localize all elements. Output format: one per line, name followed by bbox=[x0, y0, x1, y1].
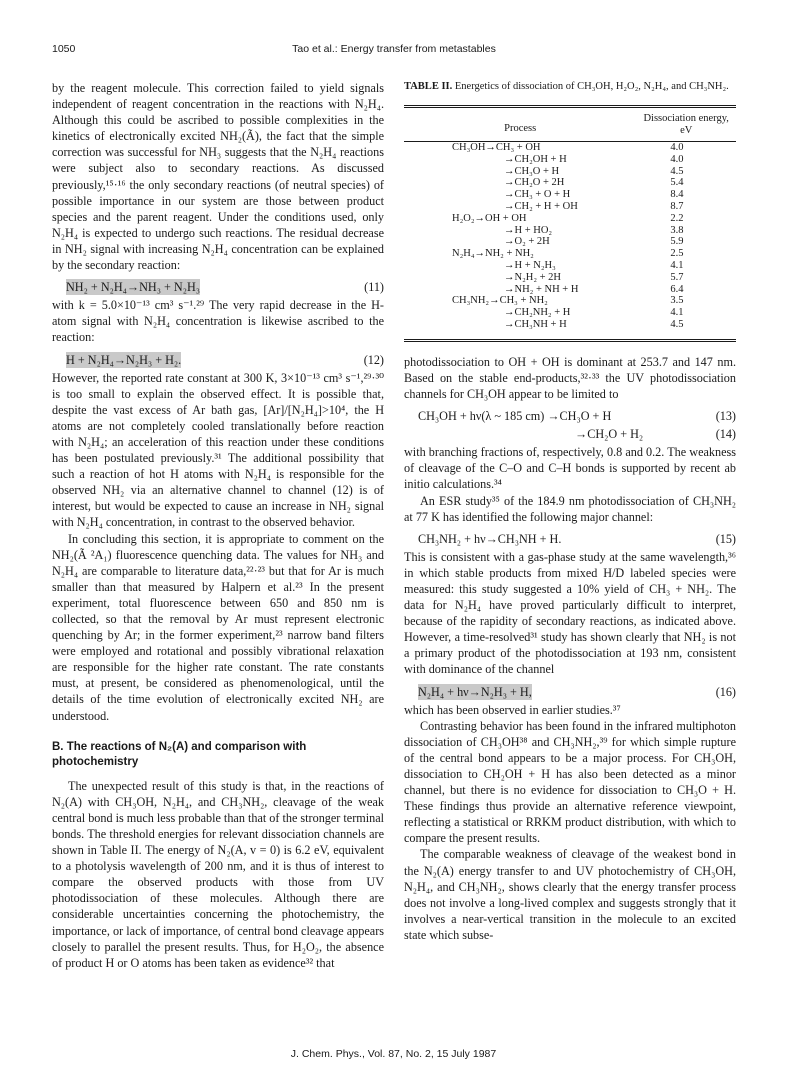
table-row bbox=[404, 201, 736, 213]
table-ii bbox=[404, 80, 736, 342]
process-cell: N₂H₄→NH₂ + NH₂ bbox=[452, 248, 534, 260]
equation-14 bbox=[418, 426, 736, 442]
table-row bbox=[404, 295, 736, 307]
paragraph: However, the reported rate constant at 300 K, 3×10⁻¹³ cm³ s⁻¹,²⁹·³⁰ is too small to explain the observed effect. It is possible that, despite the vast excess of Ar bath gas, [Ar]/[N₂H₄]>10⁴, the H atoms are not completely cooled translationally before reaction with N₂H₄; an acceleration of this reaction under these conditions has been postulated previously.³¹ The additional possibility that such a reaction of hot H atoms with N₂H₄ is responsible for the observed NH₂ via an alternative channel to channel (12) is of interest, but would be expected to cause an increase in NH₂ signal with N₂H₄ concentration, in contrast to the observed behavior. bbox=[52, 370, 384, 530]
energy-cell: 4.0 bbox=[670, 142, 684, 153]
table-body bbox=[404, 142, 736, 341]
table-row bbox=[404, 189, 736, 201]
equation-expression: NH₂ + N₂H₄→NH₃ + N₂H₃ bbox=[66, 280, 201, 295]
table-row bbox=[404, 177, 736, 189]
paragraph: with branching fractions of, respectively, 0.8 and 0.2. The weakness of cleavage of the C–O and C–H bonds is supported by recent ab initio calculations.³⁴ bbox=[404, 445, 736, 492]
process-cell: →NH₂ + NH + H bbox=[504, 283, 579, 295]
energy-cell: 4.1 bbox=[670, 259, 684, 271]
table-row bbox=[404, 248, 736, 260]
table-row bbox=[404, 319, 736, 340]
process-cell: →CH₂ + H + OH bbox=[504, 200, 578, 212]
paragraph: by the reagent molecule. This correction failed to yield signals independent of reagent concentration in the reactions with N₂H₄. Although this could be ascribed to possible complexities in the kinetics of electronically excited NH₂(Ã), the fact that the simple correction was successful for NH₃ suggests that the N₂H₄ reactions were subject also to secondary reactions. As discussed previously,¹⁵·¹⁶ the only secondary reactions (of neutral species) of possible importance in our system are those between product species and the parent reagent. Under the conditions used, only N₂H₄ is expected to undergo such reactions. The residual decrease in NH₂ signal with increasing N₂H₄ concentration can be explained by the secondary reaction: bbox=[52, 81, 384, 273]
equation-12 bbox=[66, 352, 384, 368]
table-row bbox=[404, 260, 736, 272]
dissociation-table bbox=[404, 105, 736, 342]
column-header-process: Process bbox=[504, 122, 537, 134]
table-row bbox=[404, 272, 736, 284]
energy-cell: 6.4 bbox=[670, 283, 684, 295]
process-cell: →H + N₂H₃ bbox=[504, 259, 556, 271]
section-heading: B. The reactions of N₂(A) and comparison with photochemistry bbox=[52, 740, 307, 768]
equation-expression: →CH₂O + H₂ bbox=[575, 427, 644, 442]
paragraph: with k = 5.0×10⁻¹³ cm³ s⁻¹.²⁹ The very rapid decrease in the H-atom signal with N₂H₄ concentration is likewise ascribed to the reaction: bbox=[52, 298, 384, 345]
table-row bbox=[404, 166, 736, 178]
table-row bbox=[404, 284, 736, 296]
process-cell: H₂O₂→OH + OH bbox=[452, 212, 527, 224]
table-row bbox=[404, 213, 736, 225]
process-cell: →CH₂OH + H bbox=[504, 153, 567, 165]
paragraph: An ESR study³⁵ of the 184.9 nm photodissociation of CH₃NH₂ at 77 K has identified the following major channel: bbox=[404, 493, 736, 524]
process-cell: →N₂H₂ + 2H bbox=[504, 271, 561, 283]
process-cell: →O₂ + 2H bbox=[504, 236, 550, 248]
energy-cell: 5.4 bbox=[670, 177, 684, 189]
page-footer: J. Chem. Phys., Vol. 87, No. 2, 15 July 1987 bbox=[290, 1048, 497, 1060]
paragraph: which has been observed in earlier studies.³⁷ bbox=[404, 702, 621, 717]
paragraph: In concluding this section, it is appropriate to comment on the NH₂(Ã ²A₁) fluorescence quenching data. The values for NH₃ and N₂H₄ are comparable to literature data,²²·²³ but that for Ar is much smaller than that measured by Halpern et al.²³ In the present experiment, total fluorescence between 650 and 850 nm is collected, so that the removal by Ar must represent electronic quenching by Ar; in the former experiment,²³ narrow band filters were employed and rotational and possibly vibrational relaxation are responsible for the higher rate constant. The rate constants must, at present, be considered as phenomenological, until the details of the time evolution of electronically excited NH₂ are understood. bbox=[52, 531, 384, 723]
equation-expression: H + N₂H₄→N₂H₃ + H₂. bbox=[66, 352, 182, 367]
table-row bbox=[404, 225, 736, 237]
equation-13 bbox=[418, 408, 736, 424]
energy-cell: 8.7 bbox=[670, 200, 684, 212]
equation-number: (14) bbox=[715, 427, 736, 442]
process-cell: →CH₃ + O + H bbox=[504, 189, 571, 201]
process-cell: →CH₂O + 2H bbox=[504, 177, 565, 189]
table-header-row bbox=[404, 107, 736, 142]
column-header-energy: Dissociation energy, eV bbox=[643, 113, 729, 136]
table-label: TABLE II. bbox=[404, 81, 453, 92]
paragraph: photodissociation to OH + OH is dominant at 253.7 and 147 nm. Based on the stable end-products,³²·³³ the UV photodissociation channels for CH₃OH appear to be limited to bbox=[404, 354, 736, 401]
process-cell: →CH₃NH + H bbox=[504, 318, 567, 330]
equation-15 bbox=[418, 531, 736, 547]
table-row bbox=[404, 307, 736, 319]
table-row bbox=[404, 142, 736, 154]
energy-cell: 3.5 bbox=[670, 295, 684, 307]
equation-number: (13) bbox=[715, 409, 736, 424]
table-caption-text: Energetics of dissociation of CH₃OH, H₂O₂, N₂H₄, and CH₃NH₂. bbox=[454, 81, 729, 92]
equation-expression: CH₃NH₂ + hν→CH₃NH + H. bbox=[418, 531, 562, 546]
equation-expression: CH₃OH + hν(λ ~ 185 cm) →CH₃O + H bbox=[418, 409, 612, 424]
equation-number: (16) bbox=[715, 684, 736, 699]
energy-cell: 2.2 bbox=[670, 212, 684, 224]
process-cell: →H + HO₂ bbox=[504, 224, 553, 236]
energy-cell: 4.5 bbox=[670, 165, 684, 177]
process-cell: CH₃OH→CH₃ + OH bbox=[452, 142, 541, 153]
table-row bbox=[404, 154, 736, 166]
right-column bbox=[404, 80, 736, 943]
equation-number: (11) bbox=[364, 280, 384, 295]
energy-cell: 2.5 bbox=[670, 248, 684, 260]
page-header bbox=[52, 43, 736, 59]
energy-cell: 4.0 bbox=[670, 153, 684, 165]
energy-cell: 5.7 bbox=[670, 271, 684, 283]
equation-number: (15) bbox=[715, 531, 736, 546]
left-column bbox=[52, 80, 384, 971]
table-row bbox=[404, 236, 736, 248]
paragraph: Contrasting behavior has been found in the infrared multiphoton dissociation of CH₃OH³⁸ and CH₃NH₂,³⁹ for which simple rupture of the central bond appears to be a major process. For CH₃OH, dissociation to CH₂OH + H has also been detected as a minor channel, but there is no evidence for dissociation to CH₃O + H. These findings thus provide an alternative reference viewpoint, reflecting a statistical or RRKM product distribution, with which to compare the present results. bbox=[404, 718, 736, 846]
page-number: 1050 bbox=[52, 43, 76, 55]
process-cell: CH₃NH₂→CH₃ + NH₂ bbox=[452, 295, 548, 307]
equation-16 bbox=[418, 684, 736, 700]
table-caption bbox=[404, 80, 736, 93]
process-cell: →CH₂NH₂ + H bbox=[504, 307, 571, 319]
paragraph: The comparable weakness of cleavage of the weakest bond in the N₂(A) energy transfer to and UV photochemistry of CH₃OH, N₂H₄, and CH₃NH₂, shows clearly that the energy transfer process does not involve a long-lived complex and suggests strongly that it involves a near-vertical transition in the molecule to an excited state which subse- bbox=[404, 847, 736, 942]
energy-cell: 4.1 bbox=[670, 307, 684, 319]
equation-expression: N₂H₄ + hν→N₂H₃ + H, bbox=[418, 684, 532, 699]
energy-cell: 8.4 bbox=[670, 189, 684, 201]
energy-cell: 4.5 bbox=[670, 318, 684, 330]
paragraph: The unexpected result of this study is that, in the reactions of N₂(A) with CH₃OH, N₂H₄, and CH₃NH₂, cleavage of the weak central bond is much less probable than that of the stronger terminal bonds. The threshold energies for relevant dissociation channels are shown in Table II. The energy of N₂(A, v = 0) is 6.2 eV, equivalent to a photolysis wavelength of 200 nm, and it is thus of interest to compare the observed products with those from UV photodissociation of these molecules. Although there are considerable uncertainties concerning the photochemistry, the importance, or lack of importance, of central bond cleavage appears closely to parallel the present results. Thus, for H₂O₂, the absence of product H or O atoms has been taken as evidence³² that bbox=[52, 778, 385, 970]
energy-cell: 3.8 bbox=[670, 224, 684, 236]
paragraph: This is consistent with a gas-phase study at the same wavelength,³⁶ in which stable products from mixed H/D labeled species were measured: this study suggested a 10% yield of CH₃ + NH₂. The data for N₂H₄ have proved particularly difficult to interpret, because of the rapidity of secondary reactions, as indicated above. However, a time-resolved³¹ study has shown clearly that NH₂ is not a primary product of the photodissociation at 193 nm, consistent with dominance of the channel bbox=[404, 549, 736, 677]
process-cell: →CH₃O + H bbox=[504, 165, 560, 177]
equation-11 bbox=[66, 279, 384, 295]
energy-cell: 5.9 bbox=[670, 236, 684, 248]
equation-number: (12) bbox=[363, 352, 384, 367]
running-title: Tao et al.: Energy transfer from metastables bbox=[292, 43, 496, 55]
